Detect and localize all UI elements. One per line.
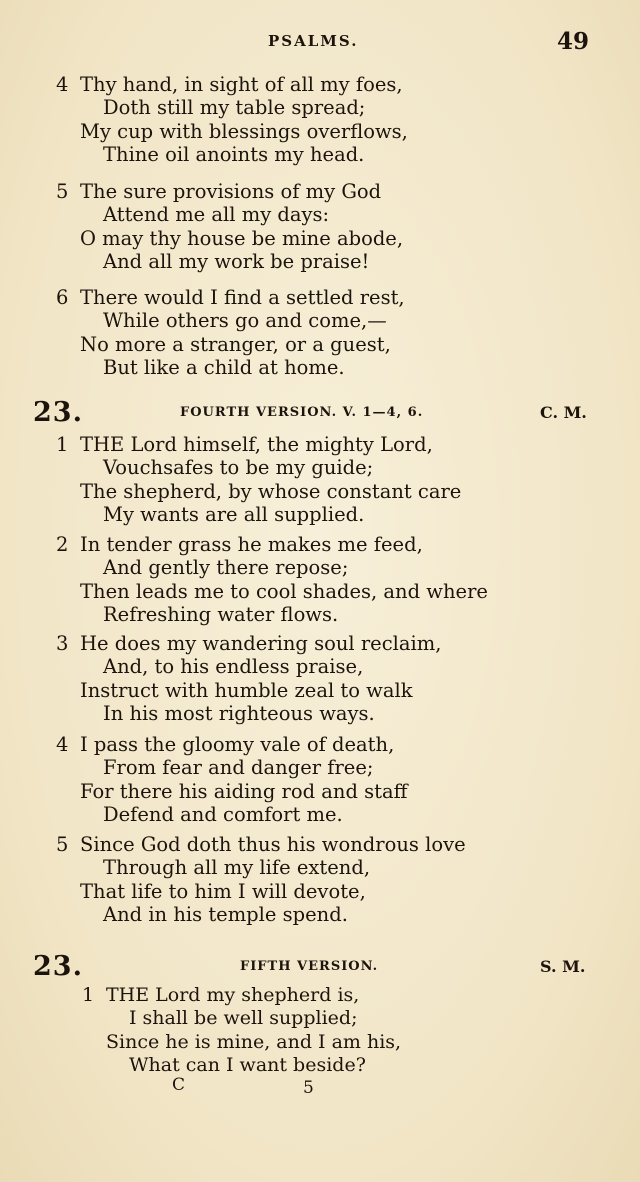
hymn-heading-fourth (0, 397, 640, 427)
verse-line: That life to him I will devote, (80, 879, 366, 903)
verse-line: Attend me all my days: (103, 203, 330, 227)
verse-line: I shall be well supplied; (129, 1007, 358, 1030)
verse-line: Instruct with humble zeal to walk (80, 678, 413, 702)
verse-line: My cup with blessings overflows, (80, 119, 408, 143)
verse-line: And, to his endless praise, (103, 655, 364, 679)
verse-line: THE Lord himself, the mighty Lord, (80, 433, 433, 456)
stanza-number: 4 (56, 73, 69, 96)
signature-letter: C (172, 1075, 186, 1095)
meter: S. M. (540, 957, 586, 976)
stanza-number: 6 (56, 286, 69, 309)
verse-line: The sure provisions of my God (80, 180, 382, 203)
verse-line: While others go and come,— (103, 309, 387, 333)
verse-line: Since he is mine, and I am his, (106, 1030, 402, 1053)
stanza-4 (56, 733, 407, 827)
stanza-5-cont (56, 180, 403, 274)
running-head (0, 28, 640, 55)
stanza-number: 1 (56, 433, 69, 456)
verse-line: Vouchsafes to be my guide; (103, 456, 374, 480)
verse-line: Refreshing water flows. (103, 603, 339, 627)
verse-line: No more a stranger, or a guest, (80, 332, 391, 356)
meter: C. M. (540, 403, 587, 422)
stanza-1 (56, 433, 461, 527)
stanza-1-fifth (82, 984, 401, 1078)
version-title: FIFTH VERSION. (240, 959, 379, 974)
verse-line: Through all my life extend, (103, 856, 371, 880)
verse-line: My wants are all supplied. (103, 503, 365, 527)
signature-number: 5 (303, 1078, 314, 1098)
verse-line: O may thy house be mine abode, (80, 226, 404, 250)
verse-line: And in his temple spend. (103, 903, 348, 927)
verse-line: For there his aiding rod and staff (80, 779, 408, 803)
stanza-number: 1 (82, 984, 95, 1006)
verse-line: There would I find a settled rest, (80, 286, 405, 309)
stanza-number: 4 (56, 733, 69, 756)
verse-line: And all my work be praise! (103, 250, 370, 274)
verse-line: But like a child at home. (103, 356, 345, 380)
verse-line: And gently there repose; (103, 556, 349, 580)
stanza-number: 2 (56, 533, 69, 556)
hymn-heading-fifth (0, 951, 640, 981)
running-title: PSALMS. (268, 32, 359, 50)
verse-line: Since God doth thus his wondrous love (80, 833, 466, 856)
verse-line: In tender grass he makes me feed, (80, 533, 423, 556)
psalm-number: 23. (33, 397, 83, 428)
stanza-4-cont (56, 73, 408, 167)
verse-line: In his most righteous ways. (103, 702, 375, 726)
stanza-2 (56, 533, 488, 627)
verse-line: I pass the gloomy vale of death, (80, 733, 395, 756)
psalm-number: 23. (33, 951, 83, 982)
verse-line: From fear and danger free; (103, 756, 374, 780)
verse-line: He does my wandering soul reclaim, (80, 632, 442, 655)
stanza-3 (56, 632, 441, 726)
verse-line: Doth still my table spread; (103, 96, 366, 120)
verse-line: Thine oil anoints my head. (103, 143, 365, 167)
stanza-number: 5 (56, 833, 69, 856)
verse-line: What can I want beside? (129, 1054, 366, 1077)
stanza-number: 5 (56, 180, 69, 203)
verse-line: Then leads me to cool shades, and where (80, 579, 488, 603)
page-number: 49 (557, 28, 590, 55)
stanza-number: 3 (56, 632, 69, 655)
stanza-6-cont (56, 286, 405, 380)
stanza-5 (56, 833, 466, 927)
verse-line: The shepherd, by whose constant care (80, 479, 462, 503)
verse-line: Thy hand, in sight of all my foes, (80, 73, 403, 96)
version-title: FOURTH VERSION. V. 1—4, 6. (180, 405, 424, 420)
verse-line: Defend and comfort me. (103, 803, 343, 827)
verse-line: THE Lord my shepherd is, (106, 984, 360, 1006)
